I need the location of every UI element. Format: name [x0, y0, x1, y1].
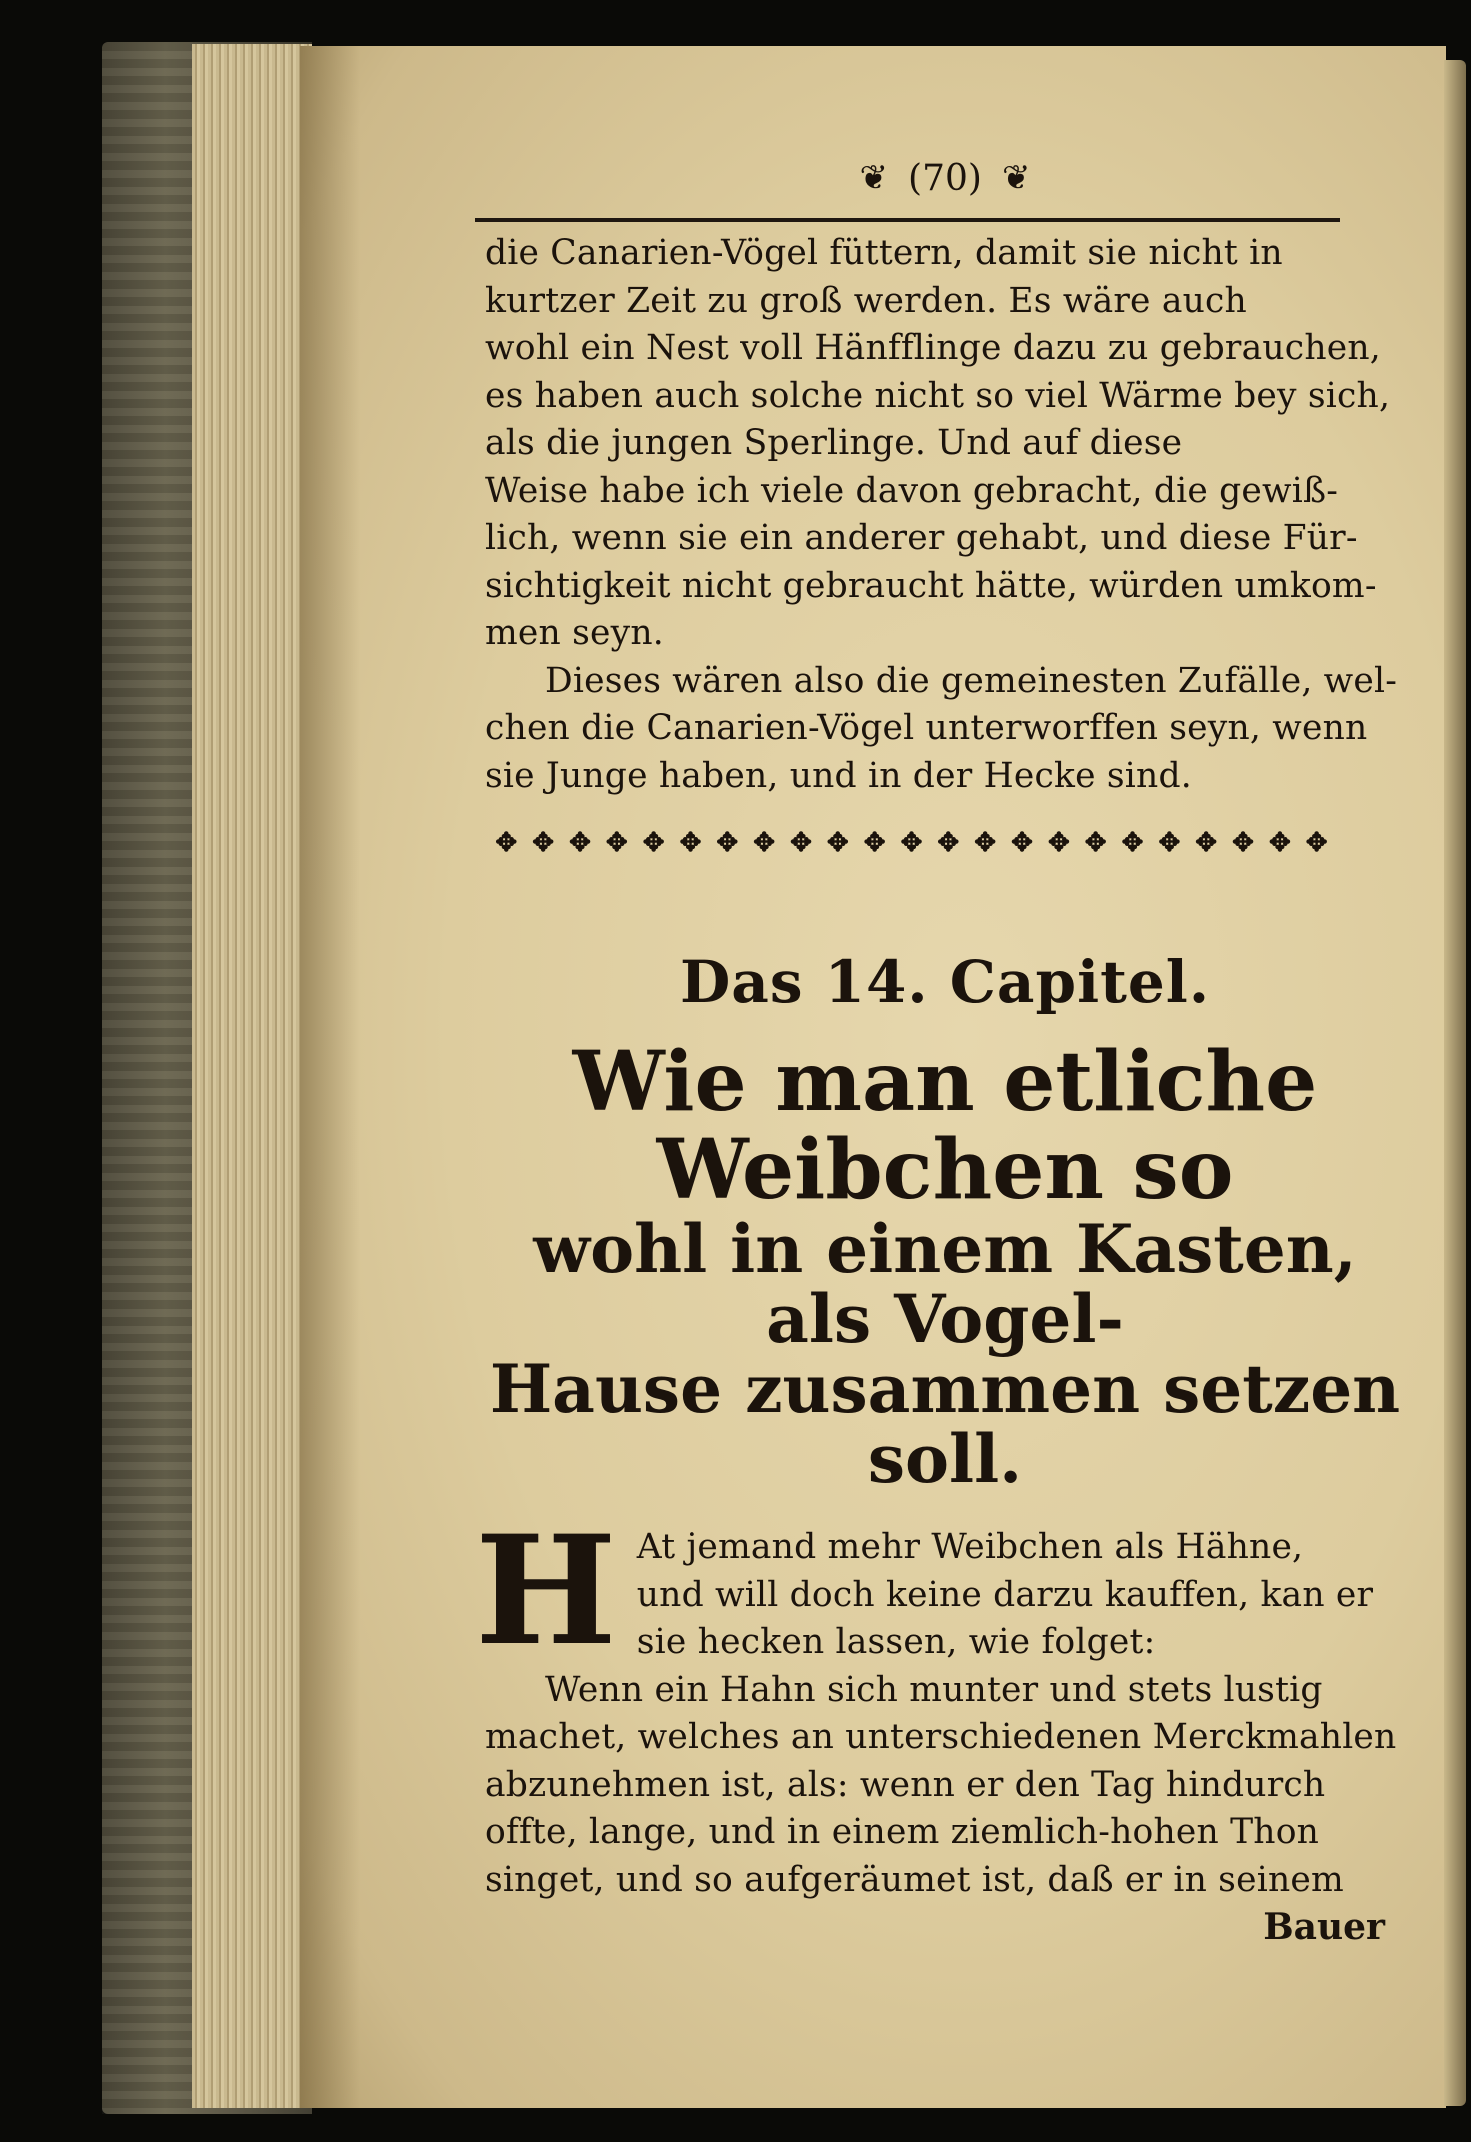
page-edges	[192, 44, 312, 2108]
page-gutter-shadow	[300, 46, 360, 2108]
next-page-edge	[1444, 60, 1466, 2106]
drop-cap: H	[475, 1503, 617, 1679]
text-line: die Canarien-Vögel füttern, damit sie nicht in	[485, 233, 1283, 273]
text-line: sie Junge haben, und in der Hecke sind.	[485, 755, 1192, 796]
text-line: machet, welches an unterschiedenen Merckmahlen	[485, 1717, 1397, 1757]
text-line: Wenn ein Hahn sich munter und stets lustig	[545, 1669, 1323, 1710]
chapter-opening-paragraph	[485, 1524, 1405, 1667]
chapter-title-line: soll.	[867, 1420, 1023, 1498]
text-line: als die jungen Sperlinge. Und auf diese	[485, 423, 1183, 463]
text-line: wohl ein Nest voll Hänfflinge dazu zu gebrauchen,	[485, 328, 1381, 368]
text-line: singet, und so aufgeräumet ist, daß er in seinem	[485, 1859, 1344, 1900]
text-line: und will doch keine darzu kauffen, kan er	[636, 1574, 1374, 1615]
text-line: offte, lange, und in einem ziemlich-hohen Thon	[485, 1812, 1320, 1852]
fleuron-right-icon: ❦	[1001, 158, 1031, 198]
chapter-title-line: Wie man etliche Weibchen so	[572, 1034, 1318, 1218]
text-line: men seyn.	[485, 613, 664, 653]
top-paragraph	[485, 230, 1405, 658]
text-line: Weise habe ich viele davon gebracht, die gewiß-	[485, 470, 1339, 511]
chapter-label: Das 14. Capitel.	[679, 948, 1211, 1016]
text-line: lich, wenn sie ein anderer gehabt, und diese Für-	[485, 518, 1358, 558]
page-number: (70)	[908, 157, 982, 199]
running-head	[485, 150, 1405, 206]
fleuron-left-icon: ❦	[859, 158, 889, 198]
text-line: chen die Canarien-Vögel unterworffen seyn, wenn	[485, 708, 1368, 748]
text-line: Dieses wären also die gemeinesten Zufälle, wel-	[545, 660, 1398, 701]
second-paragraph	[485, 658, 1405, 801]
catchword: Bauer	[1263, 1906, 1385, 1948]
chapter-title	[485, 1034, 1405, 1498]
ornament-band: ✥ ✥ ✥ ✥ ✥ ✥ ✥ ✥ ✥ ✥ ✥ ✥ ✥ ✥ ✥ ✥ ✥ ✥ ✥ ✥ ✥ ✥ ✥	[495, 828, 1331, 858]
text-line: sichtigkeit nicht gebraucht hätte, würden umkom-	[485, 565, 1377, 606]
page-text	[475, 150, 1405, 1948]
text-line: sie hecken lassen, wie folget:	[636, 1622, 1156, 1662]
text-line: At jemand mehr Weibchen als Hähne,	[636, 1527, 1304, 1567]
chapter-body	[475, 1503, 1405, 1948]
text-line: abzunehmen ist, als: wenn er den Tag hindurch	[485, 1764, 1326, 1805]
text-line: es haben auch solche nicht so viel Wärme bey sich,	[485, 375, 1391, 416]
head-rule	[475, 218, 1340, 222]
chapter-title-line: Hause zusammen setzen	[489, 1350, 1401, 1428]
chapter-paragraph	[485, 1667, 1405, 1905]
chapter-title-line: wohl in einem Kasten, als Vogel-	[533, 1210, 1357, 1358]
text-line: kurtzer Zeit zu groß werden. Es wäre auch	[485, 280, 1247, 321]
